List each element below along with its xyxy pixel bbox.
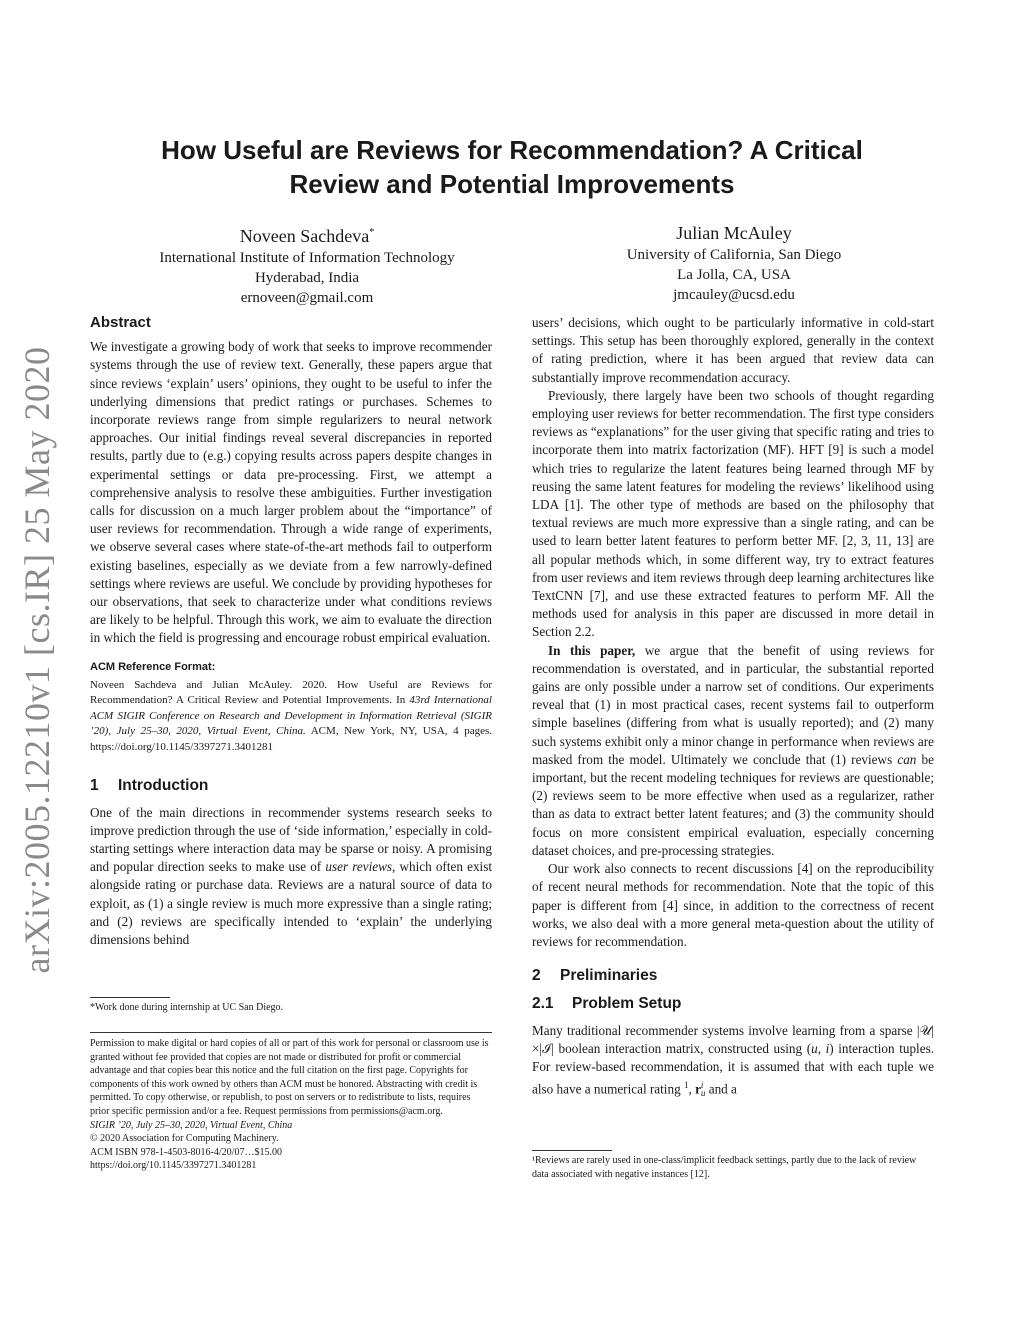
- author-email: jmcauley@ucsd.edu: [673, 287, 795, 303]
- author-name: Noveen Sachdeva*: [239, 226, 375, 246]
- footnote-1-block: [532, 1150, 934, 1181]
- arxiv-identifier: arXiv:2005.12210v1 [cs.IR] 25 May 2020: [17, 346, 57, 974]
- footnote-rule: [90, 997, 170, 998]
- author-location: La Jolla, CA, USA: [677, 267, 791, 283]
- author-footnote: [90, 997, 492, 1015]
- isbn-line: ACM ISBN 978-1-4503-8016-4/20/07…$15.00: [90, 1146, 282, 1158]
- arxiv-sidebar: [14, 340, 60, 980]
- intro-paragraph-contributions: In this paper, we argue that the benefit of using reviews for recommendation is overstated, and in particular, the substantial reported gains are only possible under a narrow set of conditions. Our experiments reveal that (1) in most practical cases, recent systems fail to outperform simple baselines (differing from what is usually reported); and (2) many such systems exhibit only a minor change in performance when reviews are masked from the model. Ultimately we conclude that (1) reviews can be important, but the recent modeling techniques for reviews are questionable; (2) reviews seem to be more effective when used as a regularizer, rather than as data to extract better latent features; and (3) the community should focus on more consistent empirical evaluation, especially concerning dataset choices, and pre-processing strategies.: [532, 642, 935, 858]
- author-block-2: [545, 221, 923, 305]
- section-heading-preliminaries: 2 Preliminaries: [532, 967, 658, 985]
- author-location: Hyderabad, India: [254, 270, 360, 286]
- permission-rule: [90, 1032, 492, 1033]
- doi-line: https://doi.org/10.1145/3397271.3401281: [90, 1160, 257, 1172]
- introduction-paragraph: One of the main directions in recommender systems research seeks to improve prediction through the use of ‘side information,’ especially in cold-starting settings where interaction data may be sparse or noisy. A promising and popular direction seeks to make use of user reviews, which often exist alongside rating or purchase data. Reviews are a natural source of data to exploit, as (1) a single review is much more expressive than a single rating; and (2) reviews are specifically intended to ‘explain’ the underlying dimensions behind: [90, 804, 492, 947]
- copyright-line: © 2020 Association for Computing Machinery.: [90, 1133, 279, 1145]
- author-affiliation: International Institute of Information Technology: [159, 250, 455, 266]
- problem-setup-paragraph: Many traditional recommender systems involve learning from a sparse |𝒰|×|ℐ| boolean interaction matrix, constructed using (u, i) interaction tuples. For review-based recommendation, it is assumed that with each tuple we also have a numerical rating $^1$, r i u and a: [532, 1022, 935, 1098]
- intro-paragraph-previous-work: Previously, there largely have been two schools of thought regarding employing user reviews for better recommendation. The first type considers reviews as “explanations” for the user giving that specific rating and tries to incorporate them into matrix factorization (MF). HFT [9] is such a model which tries to regularize the latent features being learned through MF by reusing the same latent features for modeling the reviews’ likelihood using LDA [1]. The other type of methods are based on the philosophy that textual reviews are much more expressive than a single rating, and can be used to learn better latent features to perform better MF. [2, 3, 11, 13] are all popular methods which, in some different way, try to extract features from user reviews and item reviews through deep learning architectures like TextCNN [7], and use these extracted features to perform MF. All the methods used for analysis in this paper are discussed in more detail in Section 2.2.: [532, 387, 934, 640]
- paper-title: [110, 133, 914, 201]
- permission-text: Permission to make digital or hard copies of all or part of this work for personal or classroom use is granted without fee provided that copies are not made or distributed for profit or commercial advantage and that copies bear this notice and the full citation on the first page. Copyrights for components of this work owned by others than ACM must be honored. Abstracting with credit is permitted. To copy otherwise, or republish, to post on servers or to redistribute to lists, requires prior specific permission and/or a fee. Request permissions from permissions@acm.org.: [90, 1038, 489, 1117]
- author-email: ernoveen@gmail.com: [240, 290, 374, 306]
- subsection-heading-problem-setup: 2.1 Problem Setup: [532, 995, 682, 1013]
- section-heading-introduction: 1 Introduction: [90, 777, 209, 795]
- footnote-rule: [532, 1150, 612, 1151]
- author-affiliation: University of California, San Diego: [626, 247, 842, 263]
- acm-reference-heading: ACM Reference Format:: [90, 660, 216, 673]
- left-column: [90, 314, 492, 949]
- abstract-text: We investigate a growing body of work that seeks to improve recommender systems through the use of review text. Generally, these papers argue that since reviews ‘explain’ users’ opinions, they ought to be useful to infer the underlying dimensions that predict ratings or purchases. Schemes to incorporate reviews range from simple regularizers to neural network approaches. Our initial findings reveal several discrepancies in reported results, partly due to (e.g.) copying results across papers despite changes in experimental settings or data pre-processing. First, we attempt a comprehensive analysis to resolve these ambiguities. Further investigation calls for discussion on a much larger problem about the “importance” of user reviews for recommendation. Through a wide range of experiments, we observe several cases where state-of-the-art methods fail to outperform existing baselines, especially as we deviate from a few narrowly-defined settings where reviews are useful. We conclude by providing hypotheses for our observations, that seek to characterize under what conditions reviews are likely to be helpful. Through this work, we aim to evaluate the direction in which the field is progressing and encourage robust empirical evaluation.: [90, 339, 492, 646]
- abstract-heading: Abstract: [90, 314, 151, 331]
- footnote-1-text: ¹Reviews are rarely used in one-class/implicit feedback settings, partly due to the lack of review data associated with negative instances [12].: [532, 1155, 917, 1180]
- author-name: Julian McAuley: [676, 223, 792, 243]
- title-line-1: How Useful are Reviews for Recommendation? A Critical: [161, 135, 863, 165]
- footnote-star-text: *Work done during internship at UC San Diego.: [90, 1002, 284, 1013]
- permission-block: [90, 1032, 492, 1173]
- right-column: [532, 314, 934, 1099]
- author-block-1: [118, 221, 496, 308]
- conference-line: SIGIR ’20, July 25–30, 2020, Virtual Event, China: [90, 1119, 293, 1131]
- author-footnote-mark: *: [369, 227, 375, 238]
- title-line-2: Review and Potential Improvements: [289, 169, 735, 199]
- acm-reference-text: Noveen Sachdeva and Julian McAuley. 2020. How Useful are Reviews for Recommendation? A Critical Review and Potential Improvements. In 43rd International ACM SIGIR Conference on Research and Development in Information Retrieval (SIGIR ’20), July 25–30, 2020, Virtual Event, China. ACM, New York, NY, USA, 4 pages. https://doi.org/10.1145/3397271.3401281: [90, 678, 492, 753]
- intro-paragraph-continued: users’ decisions, which ought to be particularly informative in cold-start settings. This setup has been thoroughly explored, generally in the context of rating prediction, where it has been argued that review data can substantially improve recommendation accuracy.: [532, 315, 934, 385]
- intro-paragraph-related: Our work also connects to recent discussions [4] on the reproducibility of recent neural methods for recommendation. Note that the topic of this paper is different from [4] since, in addition to the correctness of recent works, we also deal with a more general meta-question about the utility of reviews for recommendation.: [532, 861, 934, 949]
